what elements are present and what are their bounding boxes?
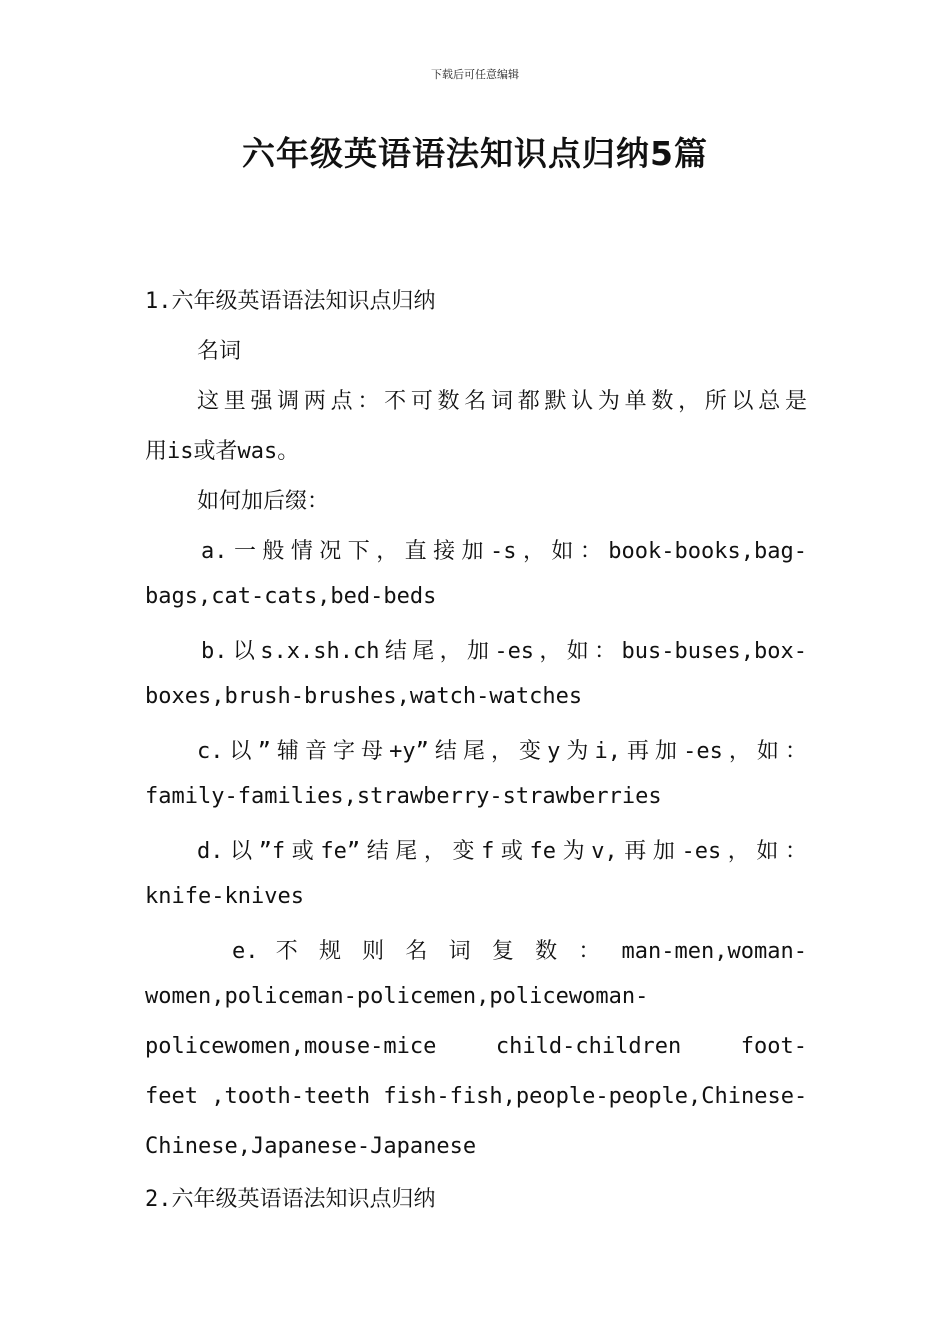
rule-b-line: b.以s.x.sh.ch结尾，加-es，如：bus-buses,box- [201, 639, 807, 664]
section-heading-2: 2.六年级英语语法知识点归纳 [145, 1187, 436, 1212]
paragraph-line: 这里强调两点：不可数名词都默认为单数，所以总是 [197, 389, 807, 414]
rule-c-line: family-families,strawberry-strawberries [145, 784, 662, 809]
paragraph-line: 用is或者was。 [145, 439, 300, 464]
rule-e-line: policewomen,mouse-mice child-children foot- [145, 1034, 807, 1059]
rule-a-line: a.一般情况下，直接加-s，如：book-books,bag- [201, 539, 807, 564]
rule-e-line: feet ,tooth-teeth fish-fish,people-people,Chinese- [145, 1084, 808, 1109]
paragraph-line: 如何加后缀： [197, 489, 330, 514]
rule-e-line: e. 不 规 则 名 词 复 数 ： man-men,woman- [232, 939, 807, 964]
rule-a-line: bags,cat-cats,bed-beds [145, 584, 437, 609]
rule-e-line: women,policeman-policemen,policewoman- [145, 984, 649, 1009]
section-heading-1: 1.六年级英语语法知识点归纳 [145, 289, 436, 314]
rule-b-line: boxes,brush-brushes,watch-watches [145, 684, 583, 709]
document-title: 六年级英语语法知识点归纳5篇 [242, 134, 708, 173]
rule-d-line: knife-knives [145, 884, 304, 909]
rule-e-line: Chinese,Japanese-Japanese [145, 1134, 477, 1159]
header-note: 下载后可任意编辑 [431, 68, 519, 81]
rule-c-line: c.以”辅音字母+y”结尾，变y为i,再加-es，如： [197, 739, 807, 764]
subheading-noun: 名词 [197, 339, 242, 364]
rule-d-line: d.以”f或fe”结尾，变f或fe为v,再加-es，如： [197, 839, 807, 864]
